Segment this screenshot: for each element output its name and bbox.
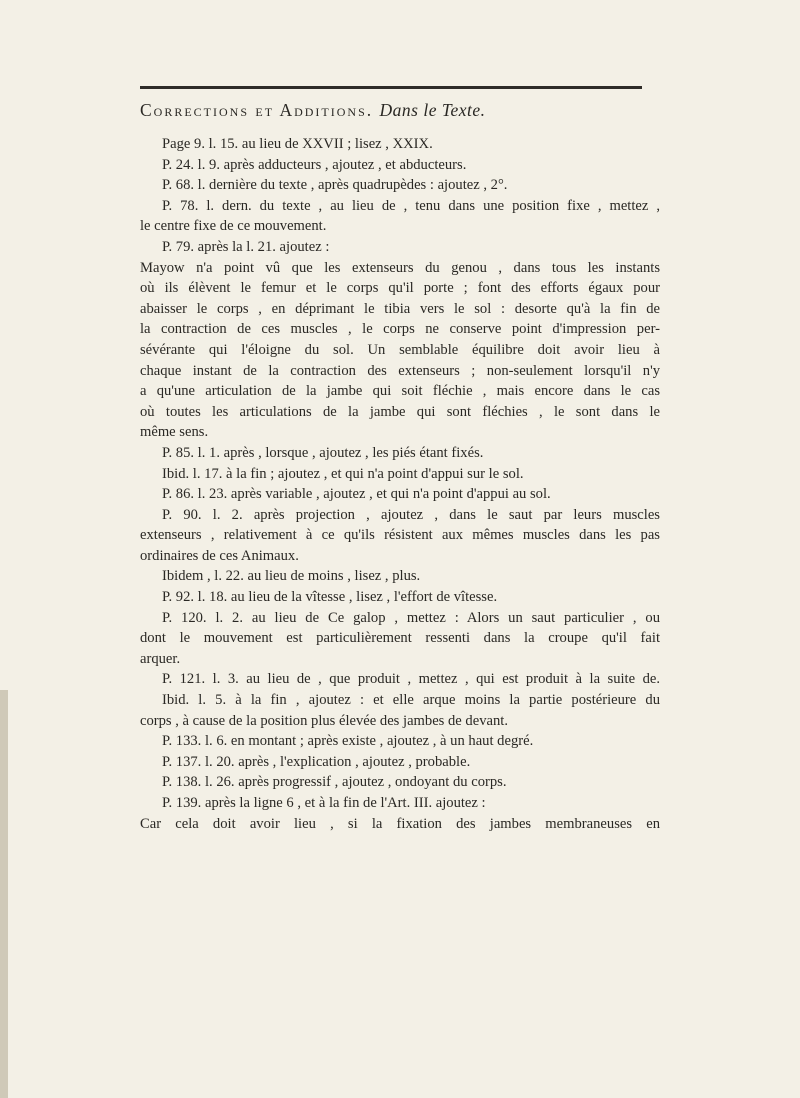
heading-title: Corrections et Additions. bbox=[140, 100, 374, 120]
corrections-text bbox=[140, 134, 660, 834]
text-line: Ibidem , l. 22. au lieu de moins , lisez , plus. bbox=[162, 568, 421, 585]
text-line: Car cela doit avoir lieu , si la fixation des jambes membraneuses en bbox=[140, 815, 660, 832]
text-line: ordinaires de ces Animaux. bbox=[140, 547, 299, 564]
text-line: corps , à cause de la position plus élevée des jambes de devant. bbox=[140, 712, 508, 729]
text-line: P. 120. l. 2. au lieu de Ce galop , mettez : Alors un saut particulier , ou bbox=[162, 609, 660, 626]
text-line: arquer. bbox=[140, 650, 181, 667]
text-line: P. 138. l. 26. après progressif , ajoutez , ondoyant du corps. bbox=[162, 774, 507, 791]
text-line: P. 86. l. 23. après variable , ajoutez , et qui n'a point d'appui au sol. bbox=[162, 486, 551, 503]
text-line: P. 133. l. 6. en montant ; après existe , ajoutez , à un haut degré. bbox=[162, 733, 534, 750]
text-line: a qu'une articulation de la jambe qui soit fléchie , mais encore dans le cas bbox=[140, 383, 660, 400]
text-line: où ils élèvent le femur et le corps qu'il porte ; font des efforts égaux pour bbox=[140, 280, 660, 297]
heading-subtitle: Dans le Texte. bbox=[379, 100, 486, 120]
text-line: Page 9. l. 15. au lieu de XXVII ; lisez , XXIX. bbox=[162, 136, 433, 152]
text-line: la contraction de ces muscles , le corps ne conserve point d'impression per- bbox=[140, 321, 660, 338]
text-line: dont le mouvement est particulièrement ressenti dans la croupe qu'il fait bbox=[140, 630, 660, 647]
text-line: P. 90. l. 2. après projection , ajoutez , dans le saut par leurs muscles bbox=[162, 506, 660, 523]
text-line: P. 85. l. 1. après , lorsque , ajoutez , les piés étant fixés. bbox=[162, 444, 484, 461]
text-line: Ibid. l. 5. à la fin , ajoutez : et elle arque moins la partie postérieure du bbox=[162, 692, 660, 709]
text-line: Ibid. l. 17. à la fin ; ajoutez , et qui n'a point d'appui sur le sol. bbox=[162, 465, 524, 482]
header-rule bbox=[140, 86, 642, 89]
text-line: P. 79. après la l. 21. ajoutez : bbox=[162, 238, 330, 255]
text-line: P. 137. l. 20. après , l'explication , ajoutez , probable. bbox=[162, 753, 471, 770]
section-heading bbox=[140, 100, 660, 121]
text-line: P. 78. l. dern. du texte , au lieu de , tenu dans une position fixe , mettez , bbox=[162, 197, 660, 214]
text-line: Mayow n'a point vû que les extenseurs du genou , dans tous les instants bbox=[140, 259, 660, 276]
text-line: le centre fixe de ce mouvement. bbox=[140, 218, 327, 235]
text-line: abaisser le corps , en déprimant le tibia vers le sol : desorte qu'à la fin de bbox=[140, 300, 660, 317]
text-line: P. 121. l. 3. au lieu de , que produit , mettez , qui est produit à la suite de. bbox=[162, 671, 660, 688]
text-line: chaque instant de la contraction des extenseurs ; non-seulement lorsqu'il n'y bbox=[140, 362, 660, 379]
text-line: P. 139. après la ligne 6 , et à la fin de l'Art. III. ajoutez : bbox=[162, 795, 486, 811]
text-line: même sens. bbox=[140, 424, 209, 441]
text-line: extenseurs , relativement à ce qu'ils résistent aux mêmes muscles dans les pas bbox=[140, 527, 660, 544]
text-line: sévérante qui l'éloigne du sol. Un semblable équilibre doit avoir lieu à bbox=[140, 341, 660, 358]
text-line: P. 92. l. 18. au lieu de la vîtesse , lisez , l'effort de vîtesse. bbox=[162, 589, 498, 606]
text-line: P. 24. l. 9. après adducteurs , ajoutez , et abducteurs. bbox=[162, 156, 467, 173]
page-edge-shadow bbox=[0, 690, 8, 1098]
text-line: P. 68. l. dernière du texte , après quadrupèdes : ajoutez , 2°. bbox=[162, 177, 508, 194]
text-line: où toutes les articulations de la jambe qui sont fléchies , le sont dans le bbox=[140, 403, 660, 420]
